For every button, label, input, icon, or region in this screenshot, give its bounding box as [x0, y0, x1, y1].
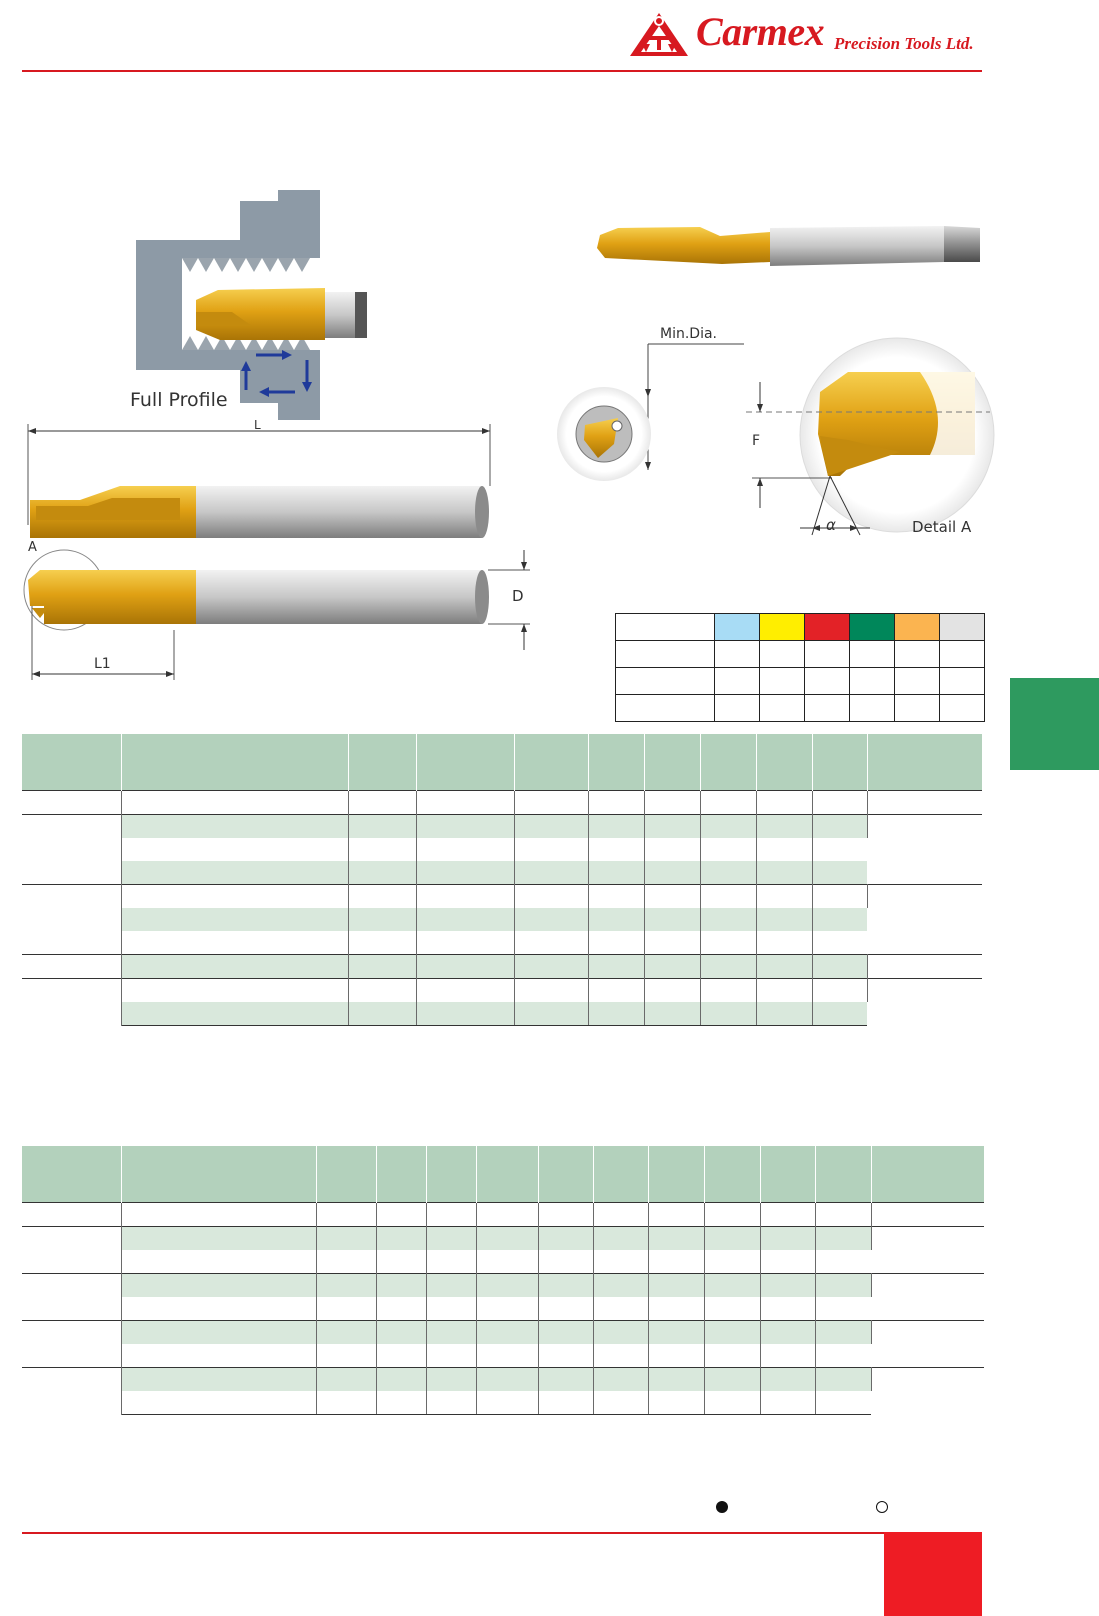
- section-tab-green: [1010, 678, 1099, 770]
- table-row: [22, 1002, 982, 1026]
- table-header: [22, 1146, 984, 1203]
- full-profile-illustration: [136, 190, 367, 420]
- table-row: [22, 815, 982, 839]
- detail-a-illustration: [746, 338, 994, 535]
- brand-tagline: Precision Tools Ltd.: [834, 34, 974, 53]
- color-swatch-row: [616, 614, 985, 641]
- color-code-row: [616, 668, 985, 695]
- table-row: [22, 931, 982, 955]
- color-code-table: [615, 613, 985, 722]
- product-illustrations: [0, 0, 1099, 700]
- table-row: [22, 908, 982, 931]
- filled-circle-icon: [716, 1501, 728, 1513]
- footer-rule: [22, 1532, 982, 1534]
- alpha-label: α: [826, 516, 836, 534]
- tool-3d-render: [597, 226, 980, 266]
- page-tab-red: [884, 1532, 982, 1616]
- table-row: [22, 1391, 984, 1415]
- detail-a-label: Detail A: [912, 518, 972, 536]
- table-row: [22, 1203, 984, 1227]
- full-profile-label: Full Profile: [130, 389, 228, 411]
- hollow-circle-icon: [876, 1501, 888, 1513]
- table-row: [22, 955, 982, 979]
- color-swatch: [715, 614, 760, 641]
- min-dia-illustration: [557, 344, 744, 481]
- dim-a-label: A: [28, 540, 37, 555]
- spec-table-2: [22, 1146, 984, 1415]
- color-swatch: [895, 614, 940, 641]
- table-row: [22, 861, 982, 885]
- tool-side-view: [28, 424, 490, 538]
- table-row: [22, 885, 982, 909]
- dim-f-label: F: [752, 433, 761, 449]
- brand-name: Carmex: [696, 9, 825, 54]
- color-swatch: [760, 614, 805, 641]
- color-code-row: [616, 641, 985, 668]
- table-row: [22, 1321, 984, 1345]
- dim-d-label: D: [512, 587, 524, 605]
- dim-l-label: L: [254, 418, 261, 432]
- color-swatch: [940, 614, 985, 641]
- min-dia-label: Min.Dia.: [660, 326, 717, 342]
- dim-l1-label: L1: [94, 656, 111, 672]
- table-row: [22, 1227, 984, 1251]
- table-row: [22, 1368, 984, 1392]
- table-row: [22, 791, 982, 815]
- spec-table-1: [22, 734, 982, 1026]
- color-swatch: [805, 614, 850, 641]
- table-row: [22, 838, 982, 861]
- table-row: [22, 979, 982, 1003]
- table-row: [22, 1344, 984, 1368]
- table-row: [22, 1274, 984, 1298]
- color-swatch: [850, 614, 895, 641]
- table-row: [22, 1250, 984, 1274]
- table-header: [22, 734, 982, 791]
- table-row: [22, 1297, 984, 1321]
- color-code-row: [616, 695, 985, 722]
